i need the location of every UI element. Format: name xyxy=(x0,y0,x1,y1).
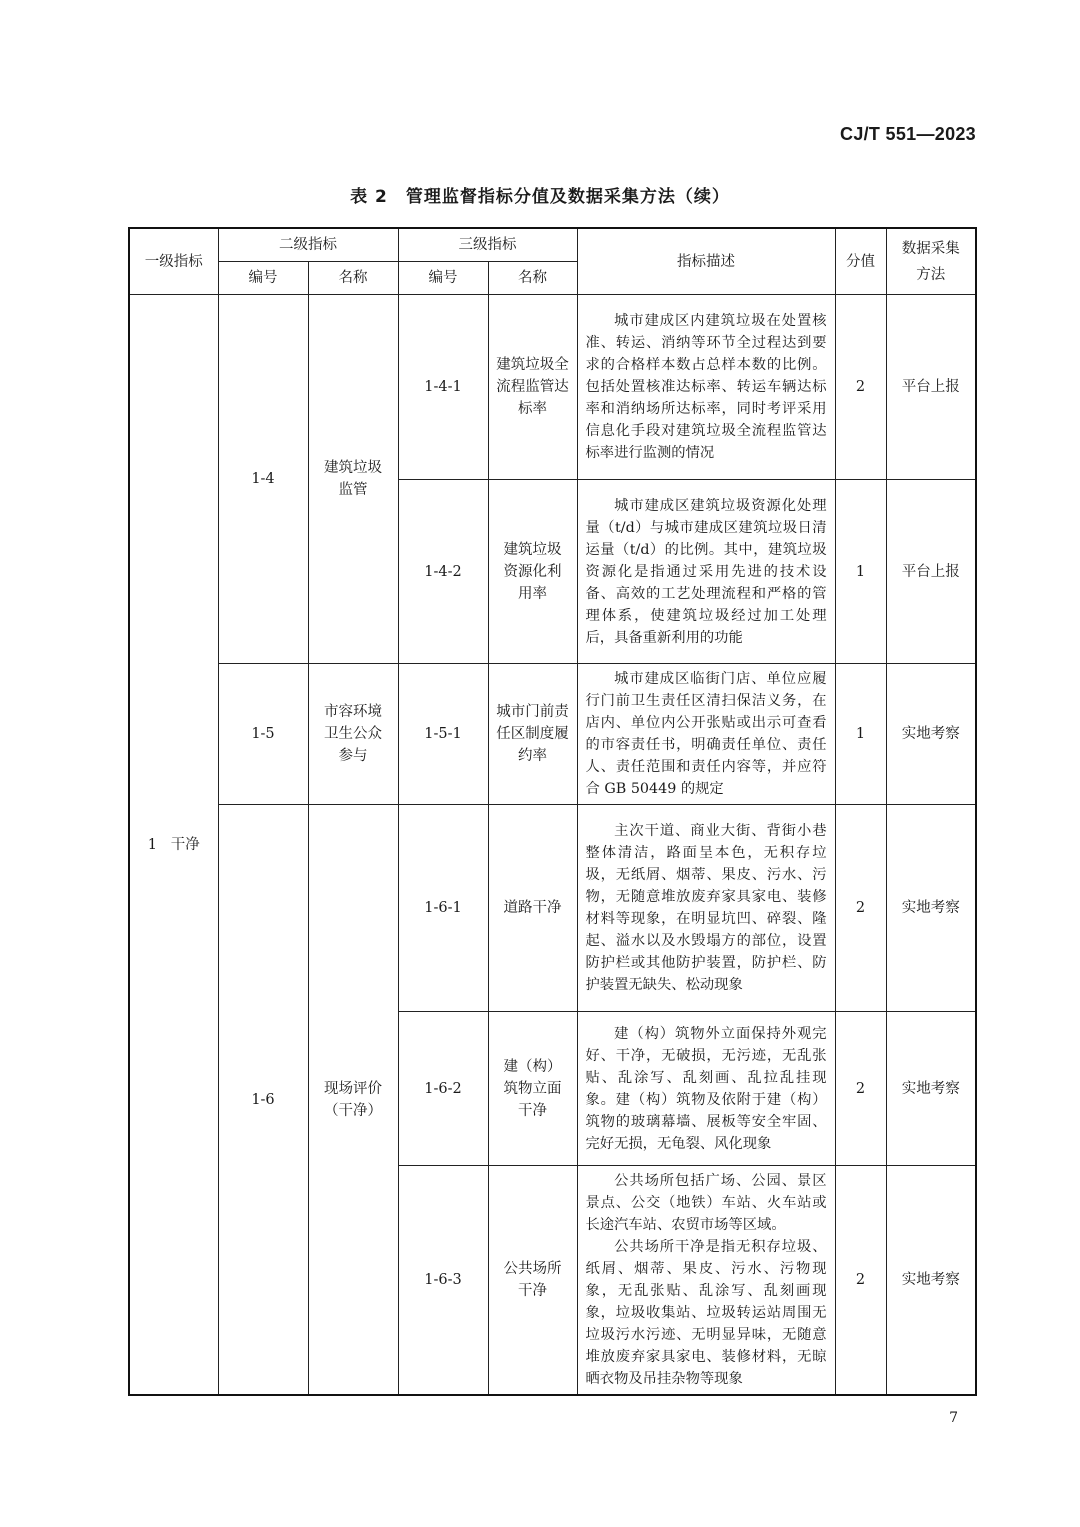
row-method: 平台上报 xyxy=(886,480,976,664)
group-code: 1-4 xyxy=(218,295,308,664)
col-method: 数据采集方法 xyxy=(886,228,976,295)
row-code: 1-6-2 xyxy=(398,1012,488,1166)
row-code: 1-6-3 xyxy=(398,1166,488,1396)
group-name: 现场评价（干净） xyxy=(308,805,398,1396)
row-code: 1-4-2 xyxy=(398,480,488,664)
col-level2-code: 编号 xyxy=(218,262,308,295)
row-name: 建筑垃圾全流程监管达标率 xyxy=(488,295,577,480)
row-score: 2 xyxy=(835,805,886,1012)
row-code: 1-5-1 xyxy=(398,664,488,805)
row-method: 实地考察 xyxy=(886,1166,976,1396)
col-description: 指标描述 xyxy=(577,228,835,295)
indicator-table xyxy=(128,227,977,1396)
page-number: 7 xyxy=(949,1410,958,1426)
table-row xyxy=(129,295,976,480)
standard-code: CJ/T 551—2023 xyxy=(840,124,976,144)
level1-code: 1 xyxy=(147,836,157,853)
row-method: 平台上报 xyxy=(886,295,976,480)
row-name: 建（构）筑物立面干净 xyxy=(488,1012,577,1166)
group-name: 市容环境卫生公众参与 xyxy=(308,664,398,805)
col-level3-name: 名称 xyxy=(488,262,577,295)
table-title: 表 2 管理监督指标分值及数据采集方法（续） xyxy=(350,187,730,207)
col-level2-name: 名称 xyxy=(308,262,398,295)
row-score: 2 xyxy=(835,295,886,480)
row-description: 建（构）筑物外立面保持外观完好、干净，无破损，无污迹，无乱张贴、乱涂写、乱刻画、乱拉乱挂现象。建（构）筑物及依附于建（构）筑物的玻璃幕墙、展板等安全牢固、完好无损，无龟裂、风化现象 xyxy=(577,1012,835,1166)
level1-cell xyxy=(129,295,218,1396)
row-name: 城市门前责任区制度履约率 xyxy=(488,664,577,805)
row-name: 公共场所干净 xyxy=(488,1166,577,1396)
table-row xyxy=(129,805,976,1012)
group-name: 建筑垃圾监管 xyxy=(308,295,398,664)
col-level3: 三级指标 xyxy=(398,228,577,262)
col-level2: 二级指标 xyxy=(218,228,398,262)
row-method: 实地考察 xyxy=(886,805,976,1012)
row-code: 1-4-1 xyxy=(398,295,488,480)
row-score: 1 xyxy=(835,480,886,664)
row-description-part2: 公共场所干净是指无积存垃圾、纸屑、烟蒂、果皮、污水、污物现象，无乱张贴、乱涂写、乱刻画现象，垃圾收集站、垃圾转运站周围无垃圾污水污迹、无明显异味，无随意堆放废弃家具家电、装修材料，无晾晒衣物及吊挂杂物等现象 xyxy=(585,1239,827,1387)
row-description: 城市建成区临街门店、单位应履行门前卫生责任区清扫保洁义务，在店内、单位内公开张贴或出示可查看的市容责任书，明确责任单位、责任人、责任范围和责任内容等，并应符合 GB 50449 的规定 xyxy=(577,664,835,805)
level1-name: 干净 xyxy=(170,836,200,853)
col-score: 分值 xyxy=(835,228,886,295)
group-code: 1-5 xyxy=(218,664,308,805)
row-score: 2 xyxy=(835,1166,886,1396)
col-level1: 一级指标 xyxy=(129,228,218,295)
row-description: 城市建成区建筑垃圾资源化处理量（t/d）与城市建成区建筑垃圾日清运量（t/d）的比例。其中，建筑垃圾资源化是指通过采用先进的技术设备、高效的工艺处理流程和严格的管理体系，使建筑垃圾经过加工处理后，具备重新利用的功能 xyxy=(577,480,835,664)
row-score: 2 xyxy=(835,1012,886,1166)
col-level3-code: 编号 xyxy=(398,262,488,295)
row-name: 建筑垃圾资源化利用率 xyxy=(488,480,577,664)
row-description-part1: 公共场所包括广场、公园、景区景点、公交（地铁）车站、火车站或长途汽车站、农贸市场等区域。 xyxy=(585,1173,827,1233)
row-code: 1-6-1 xyxy=(398,805,488,1012)
row-name: 道路干净 xyxy=(488,805,577,1012)
group-code: 1-6 xyxy=(218,805,308,1396)
row-method: 实地考察 xyxy=(886,1012,976,1166)
table-row xyxy=(129,664,976,805)
row-description: 城市建成区内建筑垃圾在处置核准、转运、消纳等环节全过程达到要求的合格样本数占总样本数的比例。包括处置核准达标率、转运车辆达标率和消纳场所达标率，同时考评采用信息化手段对建筑垃圾全流程监管达标率进行监测的情况 xyxy=(577,295,835,480)
row-method: 实地考察 xyxy=(886,664,976,805)
row-score: 1 xyxy=(835,664,886,805)
row-description: 主次干道、商业大街、背街小巷整体清洁，路面呈本色，无积存垃圾，无纸屑、烟蒂、果皮、污水、污物，无随意堆放废弃家具家电、装修材料等现象，在明显坑凹、碎裂、隆起、溢水以及水毁塌方的部位，设置防护栏或其他防护装置，防护栏、防护装置无缺失、松动现象 xyxy=(577,805,835,1012)
row-description xyxy=(577,1166,835,1396)
